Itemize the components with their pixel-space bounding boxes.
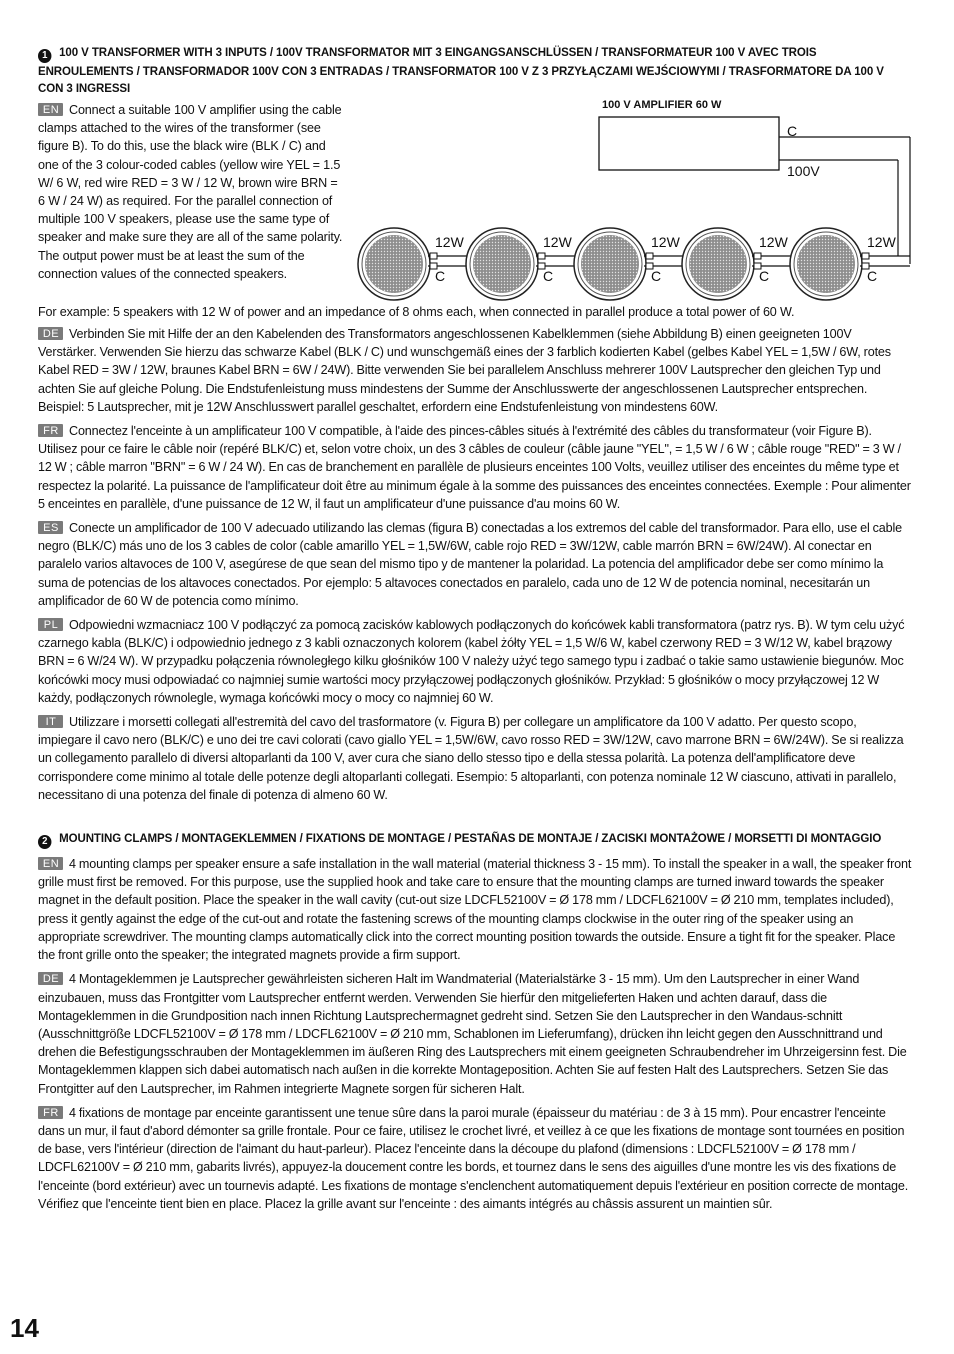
section-1-title: 100 V TRANSFORMER WITH 3 INPUTS / 100V TRANSFORMATOR MIT 3 EINGANGSANSCHLÜSSEN / TRANSFORMATEUR 100 V AVEC TROIS ENROULEMENTS / TRANSFORMADOR 100V CON 3 ENTRADAS / TRANSFORMATOR 100 V Z 3 PRZYŁĄCZAMI WEJŚCIOWYMI / TRASFORMATORE DA 100 V CON 3 INGRESSI (38, 45, 884, 95)
amplifier-box (599, 117, 779, 170)
section-1-de-paragraph (38, 325, 912, 416)
section-1-en-block (38, 99, 912, 319)
section-1-pl-paragraph (38, 616, 912, 707)
cable-clamp (754, 253, 761, 259)
cable-clamp (430, 253, 437, 259)
pl-text: Odpowiedni wzmacniacz 100 V podłączyć za pomocą zacisków kablowych podłączonych do końcówek kabli transformatora (patrz rys. B). W tym celu użyć czarnego kabla (BLK/C) i odpowiednio jednego z 3 kabli oznaczonych kolorem (kabel żółty YEL = 1,5 W/6 W, kabel czerwony RED = 3 W/12 W, kabel brązowy BRN = 6 W/24 W). W przypadku połączenia równoległego kilku głośników 100 V należy użyć tego samego typu i zadbać o takie samo ustawienie biegunów. Moc końcówki mocy musi odpowiadać co najmniej sumie wartości mocy przyłączowej podłączonych głośników. Przykład: 5 głośników o mocy przyłączowej 12 W każdy, podłączonych równolegle, wymaga końcówki mocy o mocy co najmniej 60 W. (38, 618, 905, 705)
fr-text: Connectez l'enceinte à un amplificateur 100 V compatible, à l'aide des pinces-câbles situés à l'extrémité des câbles du transformateur (voir Figure B). Utilisez pour ce faire le câble noir (repéré BLK/C) et, selon votre choix, un des 3 câbles de couleur (câble jaune "YEL", = 1,5 W / 6 W ; câble rouge "RED" = 3 W / 12 W ; câble marron "BRN" = 6 W / 24 W). En cas de branchement en parallèle de plusieurs enceintes 100 Volts, veuillez utiliser des enceintes du même type et respectez la polarité. La puissance de l'amplificateur doit être au minimum égale à la somme des puissances des enceintes connectées. Exemple : Pour alimenter 5 enceintes en parallèle, d'une puissance de 12 W, il faut un amplificateur d'une puissance d'au moins 60 W. (38, 424, 911, 511)
section-2-number: 2 (38, 835, 51, 849)
section-1-heading (38, 44, 902, 97)
speaker-power-label: 12W (651, 234, 680, 250)
language-tag-es: ES (38, 521, 63, 534)
section-2-fr-paragraph (38, 1104, 912, 1213)
section-2-en-paragraph (38, 855, 912, 964)
speaker-grille (581, 235, 639, 293)
speaker-terminal-label: C (435, 268, 446, 284)
speaker-grille (689, 235, 747, 293)
section-1-fr-paragraph (38, 422, 912, 513)
speaker-grille (365, 235, 423, 293)
es-text: Conecte un amplificador de 100 V adecuado utilizando las clemas (figura B) conectadas a los extremos del cable del transformador. Para ello, use el cable negro (BLK/C) más uno de los 3 cables de color (cable amarillo YEL = 1,5W/6W, cable rojo RED = 3W/12W, cable marrón BRN = 6W/24W). Al conectar en paralelo varios altavoces de 100 V, asegúrese de que sean del mismo tipo y de mantener la polaridad. La potencia del amplificador debe ser como mínimo la suma de potencias de los altavoces conectados. Por ejemplo: 5 altavoces conectados en paralelo, cada uno de 12 W de potencia nominal, necesitarán un amplificador de 60 W de potencia como mínimo. (38, 521, 903, 608)
wiring-diagram-svg (356, 97, 916, 297)
de-text: 4 Montageklemmen je Lautsprecher gewährleisten sicheren Halt im Wandmaterial (Materialstärke 3 - 15 mm). Um den Lautsprecher in einer Wand einzubauen, muss das Frontgitter vom Lautsprecher entfernt werden. Verwenden Sie hierfür den mitgelieferten Haken und achten darauf, dass die Montageklemmen in die Grundposition nach innen Richtung Lautsprechermagnet gedreht sind. Setzen Sie den Lautsprecher in den Wandaus-schnitt (Ausschnittgröße LDCFL52100V = Ø 178 mm / LDCFL62100V = Ø 210 mm, Schablonen im Lieferumfang), drücken ihn leicht gegen den Ausschnittrand und drehen die Befestigungsschrauben der Montageklemmen im äußeren Ring des Lautsprechers mit einem geeigneten Schraubendreher im Uhrzeigersinn fest. Die Montageklemmen klappen sich dabei automatisch nach außen in die korrekte Montageposition. Achten Sie auf festen Halt des Lautsprechers. Setzen Sie das Frontgitter auf den Lautsprecher, im Rahmen integrierte Magnete sorgen für sicheren Halt. (38, 972, 907, 1096)
speaker-power-label: 12W (435, 234, 464, 250)
language-tag-de: DE (38, 327, 63, 340)
section-1-it-paragraph (38, 713, 912, 804)
language-tag-en: EN (38, 857, 63, 870)
wiring-diagram (356, 97, 916, 297)
section-1-number: 1 (38, 49, 51, 63)
speaker-power-label: 12W (867, 234, 896, 250)
section-1-es-paragraph (38, 519, 912, 610)
fr-text: 4 fixations de montage par enceinte garantissent une tenue sûre dans la paroi murale (épaisseur du matériau : de 3 à 15 mm). Pour encastrer l'enceinte dans un mur, il faut d'abord démonter sa grille frontale. Pour ce faire, utilisez le crochet livré, et veillez à ce que les fixations de montage sont tournées en position de base, vers l'intérieur (direction de l'aimant du haut-parleur). Placez l'enceinte dans la découpe du plafond (dimensions : LDCFL52100V = Ø 178 mm / LDCFL62100V = Ø 210 mm, gabarits livrés), appuyez-la doucement contre les bords, et tournez dans le sens des aiguilles d'une montre les vis des fixations de l'enceinte (bord extérieur) avec un tournevis adapté. Les fixations de montage s'enclenchent automatiquement depuis l'extérieur en position correcte de montage. Vérifiez que l'enceinte tient bien en place. Placez la grille avant sur l'enceinte : des aimants intégrés au châssis assurent un maintien sûr. (38, 1105, 909, 1211)
page-number: 14 (10, 1313, 39, 1343)
language-tag-fr: FR (38, 1106, 63, 1119)
language-tag-en: EN (38, 103, 63, 116)
manual-page (38, 44, 912, 1213)
amplifier-terminal-c: C (787, 123, 798, 139)
language-tag-pl: PL (38, 618, 63, 631)
cable-clamp (538, 253, 545, 259)
amplifier-terminal-100v: 100V (787, 163, 820, 179)
en-text: 4 mounting clamps per speaker ensure a safe installation in the wall material (material thickness 3 - 15 mm). To install the speaker in a wall, the speaker front grille must first be removed. For this purpose, use the supplied hook and take care to ensure that the mounting clamps are turned inward towards the speaker magnet in the default position. Place the speaker in the wall cavity (cut-out size LDCFL52100V = Ø 178 mm / LDCFL62100V = Ø 210 mm, templates included), press it gently against the edge of the cut-out and rotate the fastening screws of the mounting clamps clockwise in the outer ring of the speaker using an appropriate screwdriver. The mounting clamps automatically click into the correct mounting position towards the outside. Ensure a tight fit for the speaker. Place the front grille onto the speaker; the integrated magnets provide a firm support. (38, 857, 912, 963)
it-text: Utilizzare i morsetti collegati all'estremità del cavo del trasformatore (v. Figura B) per collegare un amplificatore da 100 V adatto. Per questo scopo, impiegare il cavo nero (BLK/C) e uno dei tre cavi colorati (cavo giallo YEL = 1,5W/6W, cavo rosso RED = 3W/12W, cavo marrone BRN = 6W/24W). Se si realizza un collegamento parallelo di diversi altoparlanti da 100 V, aver cura che siano dello stesso tipo e della stessa polarità. La potenza dell'amplificatore deve corrispondere come minimo al totale delle potenze degli altoparlanti collegati. Esempio: 5 altoparlanti, con potenza nominale 12 W ciascuno, attivati in parallelo, necessitano di una potenza del finale di potenza di almeno 60 W. (38, 715, 904, 802)
section-2-de-paragraph (38, 970, 912, 1097)
section-1-en-paragraph (38, 101, 346, 283)
cable-clamp (862, 253, 869, 259)
section-2-title: MOUNTING CLAMPS / MONTAGEKLEMMEN / FIXATIONS DE MONTAGE / PESTAÑAS DE MONTAJE / ZACISKI MONTAŻOWE / MORSETTI DI MONTAGGIO (59, 831, 882, 846)
speaker-power-label: 12W (543, 234, 572, 250)
section-1-en-example: For example: 5 speakers with 12 W of power and an impedance of 8 ohms each, when connected in parallel produce a total power of 60 W. (38, 305, 795, 319)
language-tag-de: DE (38, 972, 63, 985)
speaker-grille (473, 235, 531, 293)
speaker-terminal-label: C (651, 268, 662, 284)
speaker-power-label: 12W (759, 234, 788, 250)
language-tag-fr: FR (38, 424, 63, 437)
speaker-terminal-label: C (543, 268, 554, 284)
speaker-terminal-label: C (759, 268, 770, 284)
cable-clamp (646, 253, 653, 259)
figure-title: 100 V AMPLIFIER 60 W (602, 99, 722, 111)
de-text: Verbinden Sie mit Hilfe der an den Kabelenden des Transformators angeschlossenen Kabelklemmen (siehe Abbildung B) einen geeigneten 100V Verstärker. Verwenden Sie hierzu das schwarze Kabel (BLK / C) und wunschgemäß eines der 3 farblich kodierten Kabel (gelbes Kabel YEL = 1,5W / 6W, rotes Kabel RED = 3W / 12W, braunes Kabel BRN = 6W / 24W). Bitte verwenden Sie bei parallelem Anschluss mehrerer 100V Lautsprecher den gleichen Typ und achten Sie auf gleiche Polung. Die Endstufenleistung muss mindestens der Summe der Anschlusswerte der angeschlossenen Lautsprecher entsprechen. Beispiel: 5 Lautsprecher, mit je 12W Anschlusswert parallel geschaltet, erfordern eine Endstufenleistung von mindestens 60W. (38, 327, 891, 414)
speaker-grille (797, 235, 855, 293)
en-text: Connect a suitable 100 V amplifier using the cable clamps attached to the wires of the transformer (see figure B). To do this, use the black wire (BLK / C) and one of the 3 colour-coded cables (yellow wire YEL = 1.5 W/ 6 W, red wire RED = 3 W / 12 W, brown wire BRN = 6 W / 24 W) as required. For the parallel connection of multiple 100 V speakers, please use the same type of speaker and make sure they are all of the same polarity. The output power must be at least the sum of the connection values of the connected speakers. (38, 103, 343, 281)
language-tag-it: IT (38, 715, 63, 728)
speaker-terminal-label: C (867, 268, 878, 284)
section-2-heading (38, 830, 902, 849)
